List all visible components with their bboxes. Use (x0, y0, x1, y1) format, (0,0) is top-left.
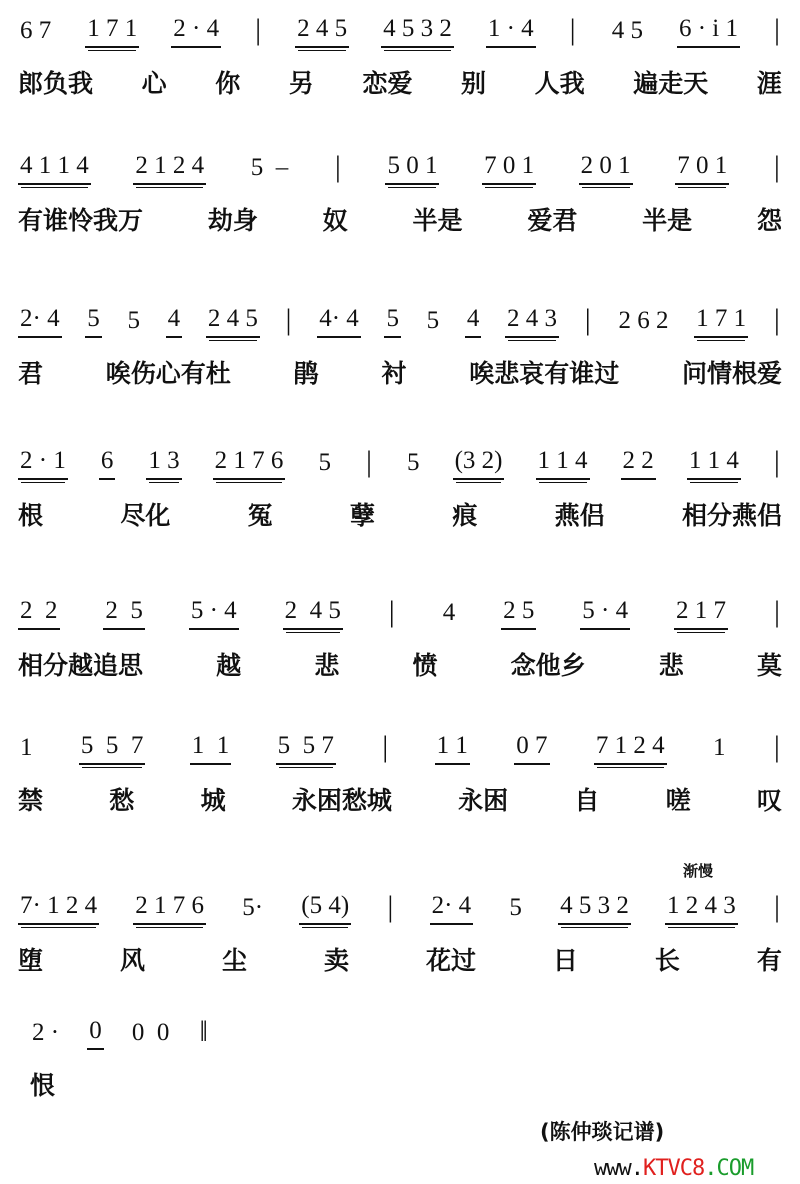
note-group: 4 5 3 2 (558, 892, 631, 925)
note-group: 0 0 (131, 1019, 170, 1046)
bar-line: | (584, 303, 591, 336)
note-group: 2· 4 (430, 892, 474, 925)
lyric-segment: 君 (18, 359, 44, 388)
lyric-segment: 花过 (425, 946, 476, 975)
note-group: 2 2 (621, 447, 656, 480)
lyric-segment: 遍走天 (633, 69, 709, 98)
note-group: 1 1 4 (687, 447, 741, 480)
lyric-segment: 奴 (322, 206, 348, 235)
lyric-segment: 风 (119, 946, 145, 975)
note-group: 2 1 7 6 (133, 892, 206, 925)
bar-line: | (773, 13, 780, 46)
score-line (30, 1010, 210, 1102)
note-group: 5 (509, 894, 522, 921)
note-group: 7· 1 2 4 (18, 892, 99, 925)
lyric-segment: 问情根爱 (681, 359, 782, 388)
bar-line: | (365, 445, 372, 478)
lyric-segment: 长 (654, 946, 680, 975)
score-line (18, 440, 782, 532)
lyrics-row (30, 1066, 210, 1102)
note-group: 1 1 4 (536, 447, 590, 480)
note-group: 2 1 7 (674, 597, 728, 630)
note-group: 2 · 1 (18, 447, 68, 480)
lyric-segment: 有 (756, 946, 782, 975)
note-group: 2 1 7 6 (213, 447, 286, 480)
watermark: www.KTVC8.COM (594, 1156, 754, 1181)
note-group: 2 4 5 (206, 305, 260, 338)
lyric-segment: 燕侣 (554, 501, 605, 530)
lyric-segment: 愤 (412, 651, 438, 680)
lyric-segment: 有谁怜我万 (18, 206, 144, 235)
note-group: 1 1 (190, 732, 232, 765)
lyric-segment: 卖 (323, 946, 349, 975)
lyric-segment: 尘 (221, 946, 247, 975)
bar-line: | (382, 730, 389, 763)
score-line (18, 590, 782, 682)
note-group: 4· 4 (317, 305, 361, 338)
score-line (18, 725, 782, 817)
note-group: 1 2 4 3 (665, 892, 738, 925)
note-group: 5· (242, 894, 264, 921)
note-group: 5 5 7 (276, 732, 336, 765)
note-group: 2 4 5 (295, 15, 349, 48)
bar-line: | (773, 445, 780, 478)
lyrics-row (18, 781, 782, 817)
note-group: 2 6 2 (618, 307, 669, 334)
lyrics-row (18, 496, 782, 532)
note-group: 5 (384, 305, 401, 338)
lyric-segment: 别 (461, 69, 487, 98)
lyric-segment: 念他乡 (510, 651, 586, 680)
lyric-segment: 相分燕侣 (681, 501, 782, 530)
notation-row (18, 8, 782, 48)
lyric-segment: 郎负我 (18, 69, 94, 98)
lyric-segment: 鹃 (293, 359, 319, 388)
note-group: 2 · (32, 1019, 60, 1046)
lyrics-row (18, 64, 782, 100)
lyrics-row (18, 354, 782, 390)
bar-line: | (773, 595, 780, 628)
note-group: 4 (442, 599, 456, 626)
note-group: 7 1 2 4 (594, 732, 667, 765)
lyric-segment: 嗟 (665, 786, 691, 815)
lyric-segment: 冤 (247, 501, 273, 530)
lyrics-row (18, 201, 782, 237)
note-group: 1 7 1 (694, 305, 748, 338)
lyric-segment: 痕 (452, 501, 478, 530)
lyric-segment: 半是 (412, 206, 463, 235)
note-group: 5 (407, 449, 420, 476)
lyric-segment: 衬 (381, 359, 407, 388)
note-group: 1 (20, 734, 33, 761)
score-line (18, 8, 782, 100)
note-group: 6 · i 1 (677, 15, 740, 48)
note-group: 6 7 (20, 17, 52, 44)
lyric-segment: 永困 (458, 786, 509, 815)
score-line (18, 298, 782, 390)
bar-line: | (773, 890, 780, 923)
lyric-segment: 心 (141, 69, 167, 98)
lyric-segment: 城 (200, 786, 226, 815)
note-group: (5 4) (299, 892, 351, 925)
bar-line: | (387, 890, 394, 923)
note-group: 5 · 4 (580, 597, 630, 630)
note-group: 0 7 (514, 732, 549, 765)
note-group: 4 (166, 305, 183, 338)
notation-row (18, 298, 782, 338)
note-group: 5 · 4 (189, 597, 239, 630)
note-group: 4 1 1 4 (18, 152, 91, 185)
notation-row (18, 885, 782, 925)
lyric-segment: 相分越追思 (18, 651, 144, 680)
lyric-segment: 爱君 (527, 206, 578, 235)
lyrics-row (18, 941, 782, 977)
lyric-segment: 涯 (756, 69, 782, 98)
lyric-segment: 怨 (756, 206, 782, 235)
note-group: 2 4 3 (505, 305, 559, 338)
bar-line: | (773, 150, 780, 183)
lyric-segment: 悲 (658, 651, 684, 680)
note-group: 5 (318, 449, 331, 476)
lyric-segment: 孽 (349, 501, 375, 530)
note-group: 5 0 1 (385, 152, 439, 185)
note-group: (3 2) (453, 447, 505, 480)
note-group: 5 5 7 (79, 732, 146, 765)
lyric-segment: 根 (18, 501, 44, 530)
note-group: 7 0 1 (675, 152, 729, 185)
bar-line: | (773, 730, 780, 763)
bar-line: | (334, 150, 341, 183)
note-group: 5 (85, 305, 102, 338)
lyric-segment: 堕 (18, 946, 44, 975)
note-group: 5 (127, 307, 140, 334)
note-group: 2 2 (18, 597, 60, 630)
bar-line: | (569, 13, 576, 46)
lyric-segment: 自 (574, 786, 600, 815)
note-group: 2 1 2 4 (133, 152, 206, 185)
lyric-segment: 唉伤心有杜 (105, 359, 231, 388)
note-group: 5 (426, 307, 440, 334)
note-group: 2 5 (501, 597, 536, 630)
notation-row (18, 440, 782, 480)
lyric-segment: 你 (215, 69, 241, 98)
lyric-segment: 唉悲哀有谁过 (469, 359, 620, 388)
lyric-segment: 叹 (756, 786, 782, 815)
lyric-segment: 愁 (109, 786, 135, 815)
notation-row (18, 145, 782, 185)
notation-row (18, 725, 782, 765)
score-line (18, 145, 782, 237)
lyrics-row (18, 646, 782, 682)
lyric-segment: 莫 (756, 651, 782, 680)
score-line (18, 885, 782, 977)
lyric-segment: 半是 (642, 206, 693, 235)
note-group: 1 7 1 (85, 15, 139, 48)
note-group: 2 · 4 (171, 15, 221, 48)
lyric-segment: 劫身 (207, 206, 258, 235)
lyric-segment: 越 (216, 651, 242, 680)
lyric-segment: 永困愁城 (291, 786, 392, 815)
note-group: 2 5 (103, 597, 145, 630)
bar-line: | (773, 303, 780, 336)
note-group: 6 (99, 447, 116, 480)
note-group: 5 – (250, 154, 289, 181)
note-group: 1 1 (435, 732, 470, 765)
note-group: 4 5 (611, 17, 643, 44)
note-group: 1 3 (146, 447, 181, 480)
note-group: 4 5 3 2 (381, 15, 454, 48)
bar-line: | (255, 13, 262, 46)
lyric-segment: 悲 (314, 651, 340, 680)
note-group: 7 0 1 (482, 152, 536, 185)
lyric-segment: 另 (288, 69, 314, 98)
note-group: 4 (465, 305, 482, 338)
notation-row (30, 1010, 210, 1050)
lyric-segment: 人我 (534, 69, 585, 98)
lyric-segment: 恨 (30, 1071, 56, 1100)
note-group: 0 (87, 1017, 104, 1050)
bar-line: | (285, 303, 292, 336)
lyric-segment: 日 (552, 946, 578, 975)
lyric-segment: 尽化 (120, 501, 171, 530)
note-group: 2· 4 (18, 305, 62, 338)
note-group: 2 4 5 (283, 597, 343, 630)
tempo-marking: 渐慢 (683, 862, 714, 880)
bar-line: ‖ (199, 1015, 208, 1048)
notation-row (18, 590, 782, 630)
note-group: 1 · 4 (486, 15, 536, 48)
transcriber-credit: (陈仲琰记谱) (540, 1120, 665, 1144)
bar-line: | (388, 595, 395, 628)
note-group: 1 (713, 734, 726, 761)
lyric-segment: 禁 (18, 786, 44, 815)
lyric-segment: 恋爱 (362, 69, 413, 98)
note-group: 2 0 1 (579, 152, 633, 185)
